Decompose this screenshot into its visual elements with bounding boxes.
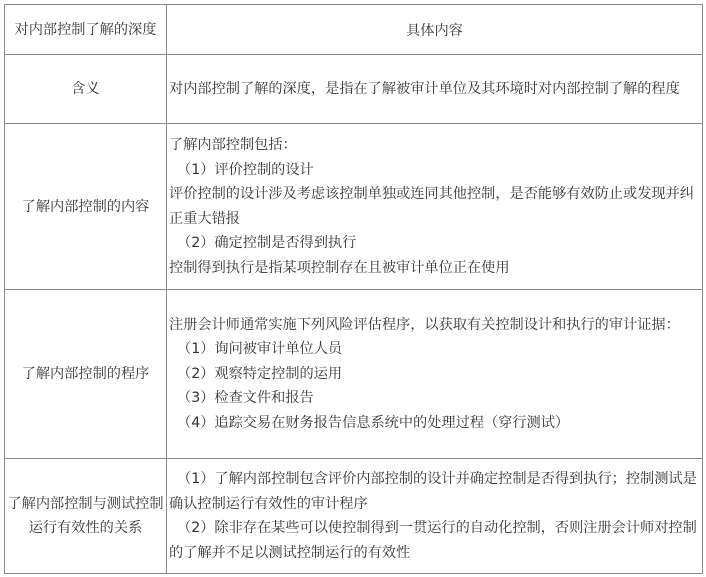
table-row-procedures (5, 290, 703, 459)
header-content-text: 具体内容 (406, 22, 463, 39)
row-content-cell (167, 55, 703, 124)
content-line: （2）观察特定控制的运用 (177, 365, 343, 382)
content-line: 了解内部控制包括： (169, 137, 297, 153)
row-label: 了解内部控制与测试控制运行有效性的关系 (7, 496, 164, 536)
row-label-cell (5, 55, 167, 124)
header-cell-depth (5, 5, 167, 55)
content-line: （1）评价控制的设计 (177, 161, 314, 178)
content-line: （1）了解内部控制包含评价内部控制的设计并确定控制是否得到执行；控制测试是确认控制运行有效性的审计程序 (169, 471, 697, 512)
content-line: （2）确定控制是否得到执行 (177, 235, 357, 251)
content-line: （2）除非存在某些可以使控制得到一贯运行的自动化控制，否则注册会计师对控制的了解并不足以测试控制运行的有效性 (169, 520, 697, 561)
row-label: 了解内部控制的内容 (21, 198, 150, 215)
content-line: 控制得到执行是指某项控制存在且被审计单位正在使用 (169, 259, 510, 276)
table-row-meaning (5, 55, 703, 124)
depth-of-internal-control-table (4, 4, 703, 574)
table-row-content (5, 124, 703, 290)
row-label-cell (5, 290, 167, 459)
header-row (5, 5, 703, 55)
content-line: （4）追踪交易在财务报告信息系统中的处理过程（穿行测试） (177, 414, 570, 431)
content-line: 注册会计师通常实施下列风险评估程序，以获取有关控制设计和执行的审计证据： (169, 316, 680, 333)
content-line: （1）询问被审计单位人员 (177, 341, 343, 358)
header-depth-text: 对内部控制了解的深度 (14, 21, 157, 38)
row-label-cell (5, 459, 167, 574)
row-content-cell (167, 459, 703, 574)
content-line: （3）检查文件和报告 (177, 390, 314, 407)
row-label: 含义 (71, 81, 100, 97)
content-line: 评价控制的设计涉及考虑该控制单独或连同其他控制，是否能够有效防止或发现并纠正重大错报 (169, 186, 694, 227)
row-label-cell (5, 124, 167, 290)
header-cell-content (167, 5, 703, 55)
row-label: 了解内部控制的程序 (21, 366, 150, 382)
row-content-cell (167, 290, 703, 459)
content-line: 对内部控制了解的深度，是指在了解被审计单位及其环境时对内部控制了解的程度 (169, 80, 680, 97)
row-content-cell (167, 124, 703, 290)
table-row-relationship (5, 459, 703, 574)
